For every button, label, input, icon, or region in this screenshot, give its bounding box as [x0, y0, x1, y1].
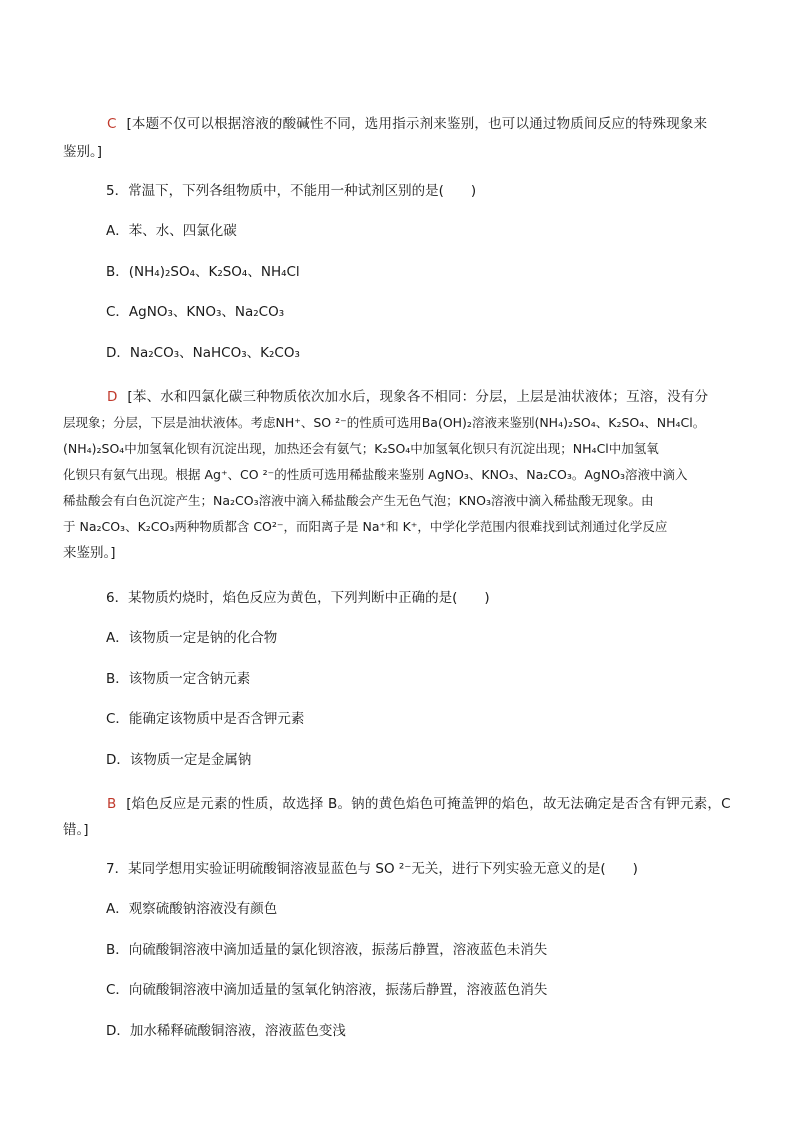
question-5-option-a: A．苯、水、四氯化碳 [106, 223, 237, 239]
answer-c-line-2: 鉴别。] [63, 144, 103, 160]
question-7-stem: 7．某同学想用实验证明硫酸铜溶液显蓝色与 SO ²⁻无关，进行下列实验无意义的是( ) [106, 861, 638, 877]
answer-b-line-1: B [焰色反应是元素的性质，故选择 B。钠的黄色焰色可掩盖钾的焰色，故无法确定是否含有钾元素，C [107, 796, 731, 812]
answer-letter-d: D [107, 389, 118, 405]
answer-d-line-1: D [苯、水和四氯化碳三种物质依次加水后，现象各不相同：分层，上层是油状液体；互溶，没有分 [107, 389, 709, 405]
question-7-option-d: D．加水稀释硫酸铜溶液，溶液蓝色变浅 [106, 1023, 346, 1039]
answer-d-line-2: 层现象；分层，下层是油状液体。考虑NH⁺、SO ²⁻的性质可选用Ba(OH)₂溶液来鉴别(NH₄)₂SO₄、K₂SO₄、NH₄Cl。 [63, 415, 706, 430]
question-7-option-c: C．向硫酸铜溶液中滴加适量的氢氧化钠溶液，振荡后静置，溶液蓝色消失 [106, 982, 548, 998]
answer-d-line-3: (NH₄)₂SO₄中加氢氧化钡有沉淀出现，加热还会有氨气；K₂SO₄中加氢氧化钡只有沉淀出现；NH₄Cl中加氢氧 [63, 441, 659, 456]
answer-letter-b: B [107, 796, 117, 812]
question-5-option-d: D．Na₂CO₃、NaHCO₃、K₂CO₃ [106, 345, 300, 361]
answer-d-line-4: 化钡只有氨气出现。根据 Ag⁺、CO ²⁻的性质可选用稀盐酸来鉴别 AgNO₃、KNO₃、Na₂CO₃。AgNO₃溶液中滴入 [63, 467, 688, 482]
question-6-option-b: B．该物质一定含钠元素 [106, 671, 251, 687]
question-6-stem: 6．某物质灼烧时，焰色反应为黄色，下列判断中正确的是( ) [106, 590, 490, 606]
question-6-option-d: D．该物质一定是金属钠 [106, 752, 252, 768]
answer-b-line-2: 错。] [63, 822, 89, 838]
question-5-option-c: C．AgNO₃、KNO₃、Na₂CO₃ [106, 304, 285, 320]
question-7-option-a: A．观察硫酸钠溶液没有颜色 [106, 901, 278, 917]
answer-d-line-7: 来鉴别。] [63, 545, 116, 561]
question-5-stem: 5．常温下，下列各组物质中，不能用一种试剂区别的是( ) [106, 183, 477, 199]
question-6-option-a: A．该物质一定是钠的化合物 [106, 630, 278, 646]
answer-c-line-1: C [本题不仅可以根据溶液的酸碱性不同，选用指示剂来鉴别，也可以通过物质间反应的特殊现象来 [107, 116, 708, 132]
question-5-option-b: B．(NH₄)₂SO₄、K₂SO₄、NH₄Cl [106, 264, 300, 280]
answer-d-line-5: 稀盐酸会有白色沉淀产生；Na₂CO₃溶液中滴入稀盐酸会产生无色气泡；KNO₃溶液中滴入稀盐酸无现象。由 [63, 493, 654, 508]
question-7-option-b: B．向硫酸铜溶液中滴加适量的氯化钡溶液，振荡后静置，溶液蓝色未消失 [106, 942, 548, 958]
question-6-option-c: C．能确定该物质中是否含钾元素 [106, 711, 305, 727]
answer-letter-c: C [107, 116, 117, 132]
answer-d-line-6: 于 Na₂CO₃、K₂CO₃两种物质都含 CO²⁻，而阳离子是 Na⁺和 K⁺，中学化学范围内很难找到试剂通过化学反应 [63, 519, 668, 534]
